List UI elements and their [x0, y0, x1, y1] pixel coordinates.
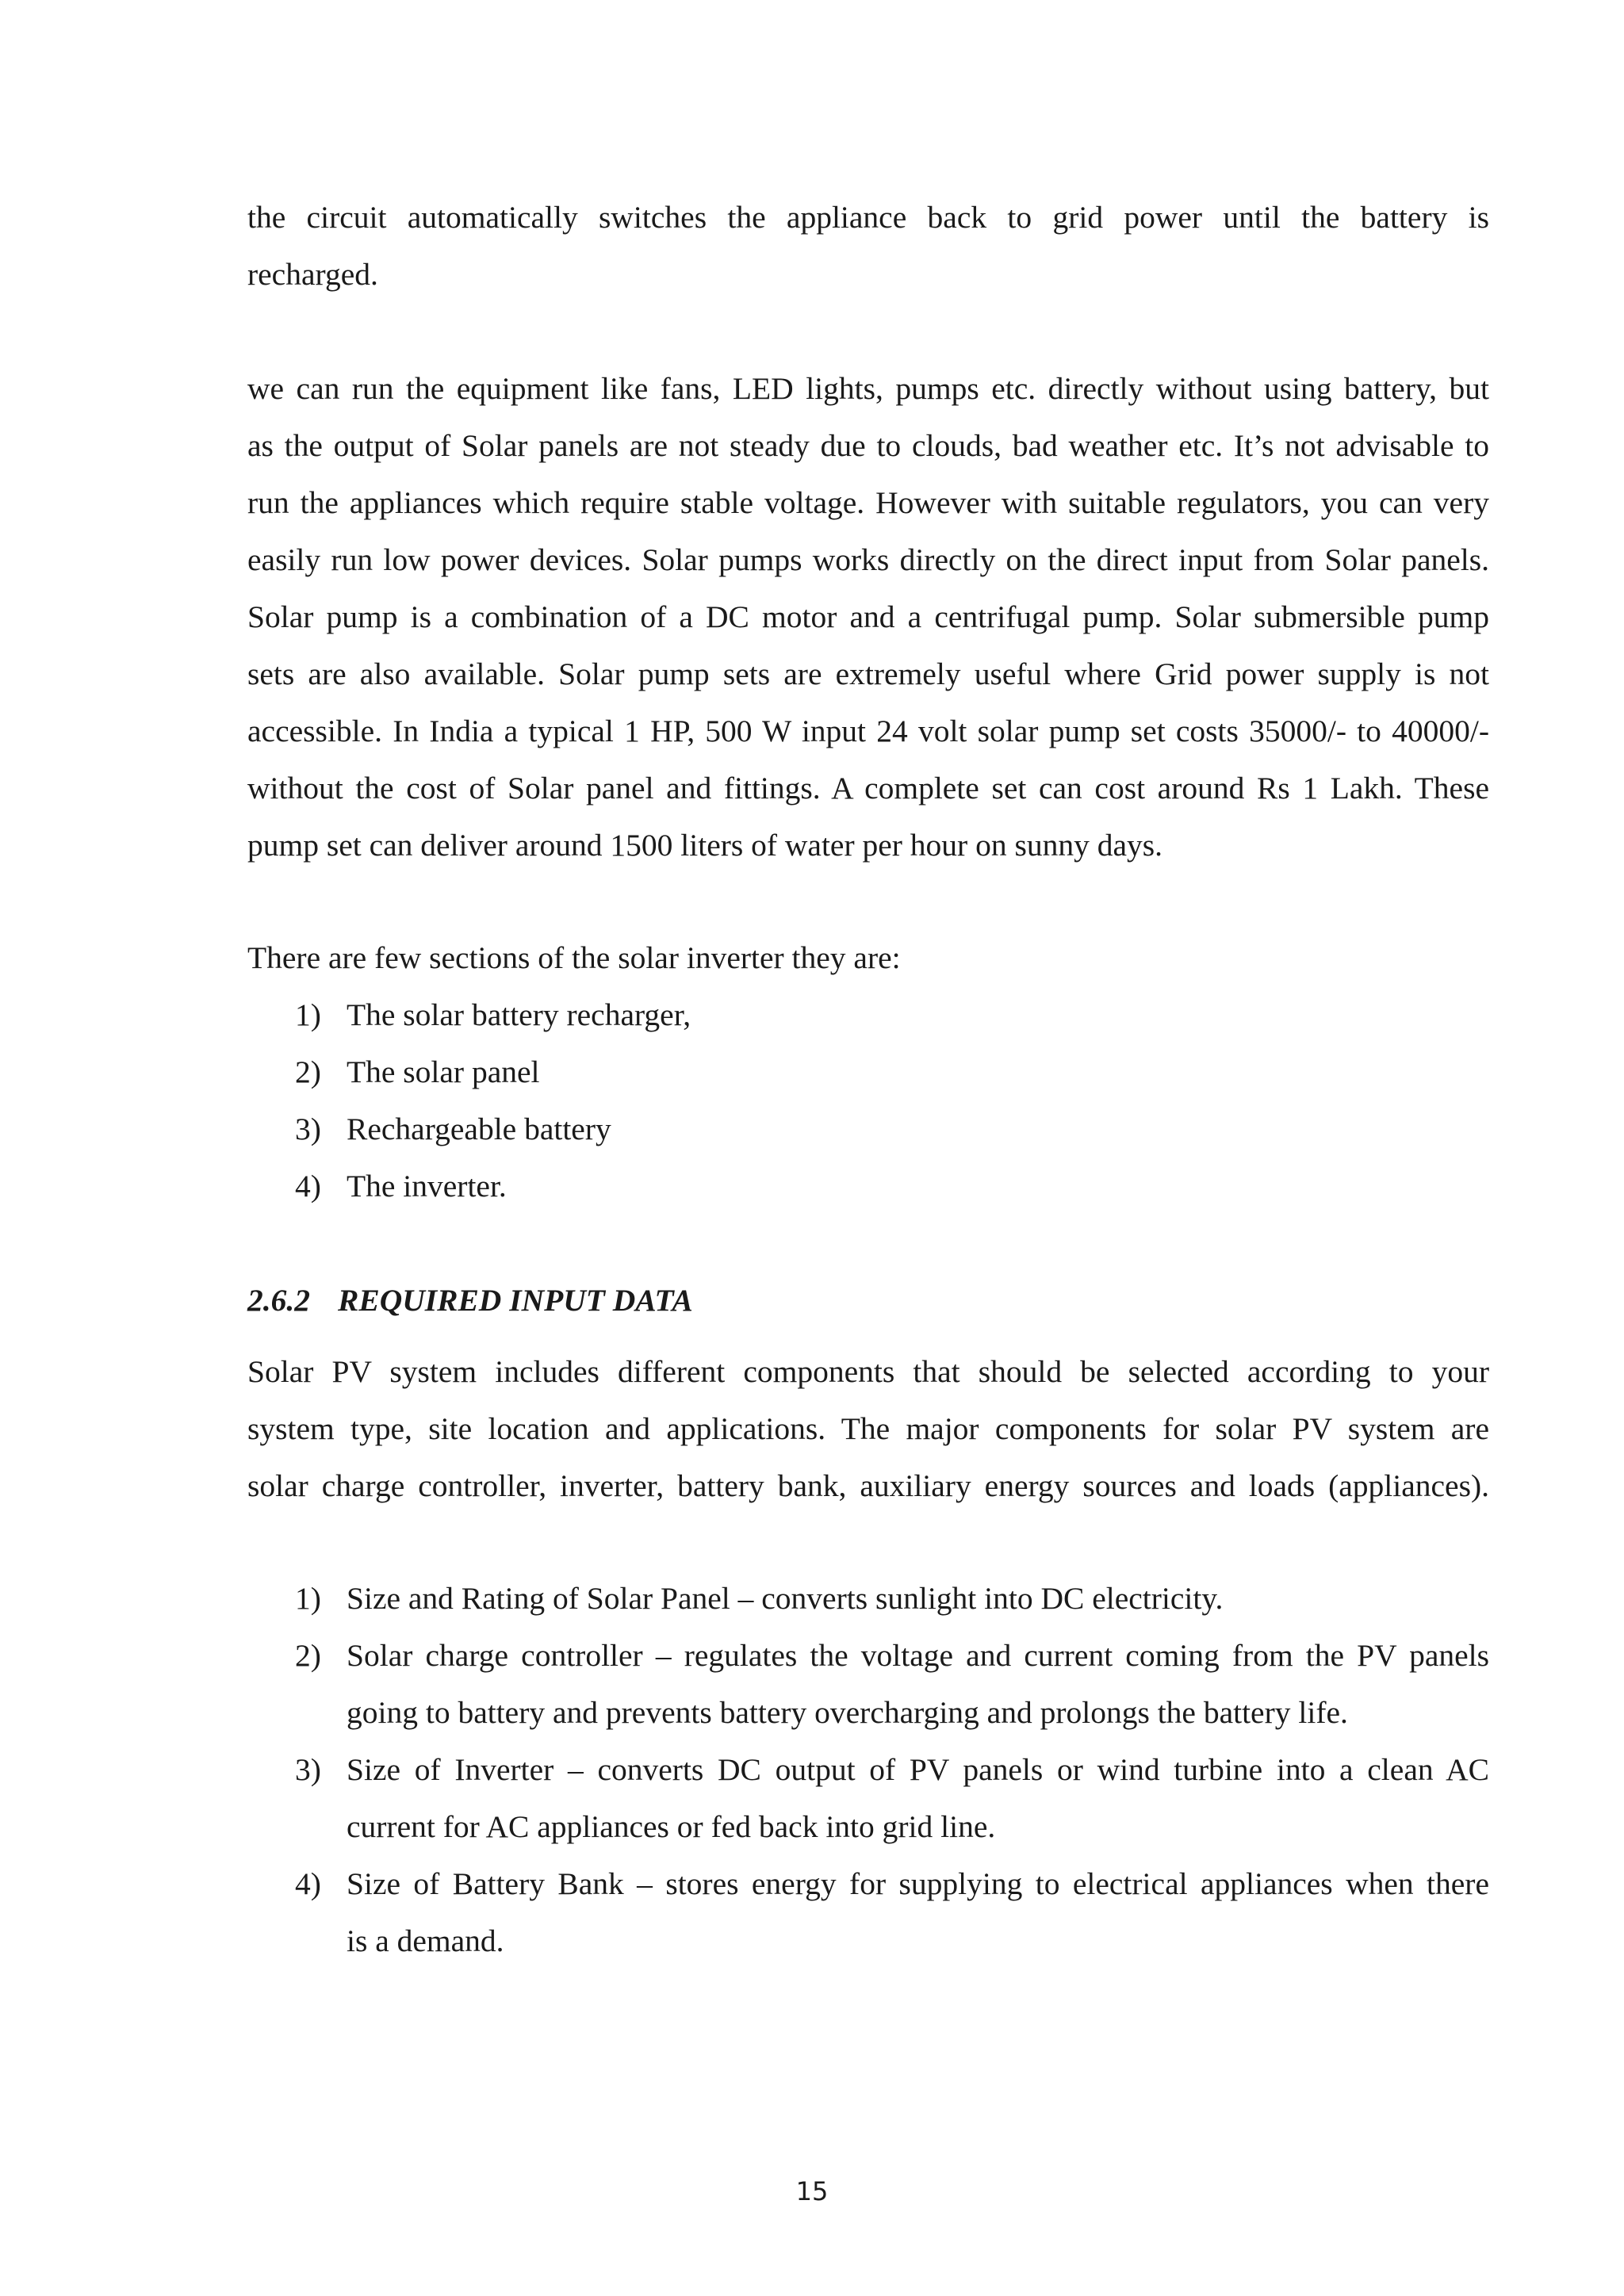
paragraph-line: pump set can deliver around 1500 liters of water per hour on sunny days.	[247, 828, 1162, 863]
list-item	[247, 1741, 1489, 1855]
paragraph-line: There are few sections of the solar inverter they are:	[247, 940, 901, 975]
list-item-number: 4)	[295, 1866, 321, 1901]
list-item	[247, 1100, 1489, 1158]
paragraph-line: accessible. In India a typical 1 HP, 500 W input 24 volt solar pump set costs 35000/- to 40000/-	[247, 714, 1489, 748]
paragraph-line: easily run low power devices. Solar pumps works directly on the direct input from Solar panels.	[247, 542, 1489, 577]
section-number: 2.6.2	[247, 1283, 310, 1318]
list-item-text: is a demand.	[347, 1923, 504, 1958]
paragraph-line: sets are also available. Solar pump sets are extremely useful where Grid power supply is not	[247, 656, 1489, 691]
list-item-number: 2)	[295, 1638, 321, 1673]
list-item-text: Size of Battery Bank – stores energy for supplying to electrical appliances when there	[347, 1866, 1489, 1901]
section-title: REQUIRED INPUT DATA	[338, 1283, 693, 1318]
paragraph-line: Solar PV system includes different components that should be selected according to your	[247, 1354, 1489, 1389]
list-item-number: 3)	[295, 1752, 321, 1787]
list-item-text: Rechargeable battery	[347, 1112, 611, 1146]
paragraph-pv-components	[247, 1343, 1489, 1514]
list-item	[247, 1627, 1489, 1741]
list-item-number: 3)	[295, 1112, 321, 1146]
page-number: 15	[795, 2176, 829, 2206]
list-item-text: Size and Rating of Solar Panel – converts sunlight into DC electricity.	[347, 1581, 1224, 1616]
paragraph-line: we can run the equipment like fans, LED lights, pumps etc. directly without using battery, but	[247, 371, 1489, 406]
list-item-number: 1)	[295, 1581, 321, 1616]
inverter-sections-list	[247, 986, 1489, 1215]
inverter-sections-intro	[247, 929, 1489, 986]
list-item-text: Size of Inverter – converts DC output of PV panels or wind turbine into a clean AC	[347, 1752, 1489, 1787]
section-heading	[247, 1272, 693, 1329]
list-item-text: Solar charge controller – regulates the voltage and current coming from the PV panels	[347, 1638, 1489, 1673]
paragraph-line: Solar pump is a combination of a DC motor and a centrifugal pump. Solar submersible pump	[247, 599, 1489, 634]
paragraph-line: recharged.	[247, 257, 378, 292]
list-item-text: going to battery and prevents battery overcharging and prolongs the battery life.	[347, 1695, 1348, 1730]
components-list	[247, 1570, 1489, 1969]
list-item	[247, 1158, 1489, 1215]
list-item-text: The solar panel	[347, 1054, 540, 1089]
list-item-number: 2)	[295, 1054, 321, 1089]
paragraph-line: solar charge controller, inverter, battery bank, auxiliary energy sources and loads (appliances).	[247, 1468, 1489, 1503]
list-item	[247, 1570, 1489, 1627]
paragraph-solar-pumps	[247, 360, 1489, 874]
list-item-text: The solar battery recharger,	[347, 997, 691, 1032]
paragraph-line: system type, site location and applications. The major components for solar PV system are	[247, 1411, 1489, 1446]
list-item-number: 1)	[295, 997, 321, 1032]
list-item-text: The inverter.	[347, 1169, 507, 1203]
list-item	[247, 986, 1489, 1043]
paragraph-line: run the appliances which require stable voltage. However with suitable regulators, you can very	[247, 485, 1489, 520]
paragraph-line: without the cost of Solar panel and fittings. A complete set can cost around Rs 1 Lakh. These	[247, 771, 1489, 806]
paragraph-line: the circuit automatically switches the appliance back to grid power until the battery is	[247, 200, 1489, 235]
list-item	[247, 1043, 1489, 1100]
list-item-number: 4)	[295, 1169, 321, 1203]
paragraph-continuation	[247, 189, 1489, 303]
paragraph-line: as the output of Solar panels are not steady due to clouds, bad weather etc. It’s not advisable to	[247, 428, 1489, 463]
list-item	[247, 1855, 1489, 1969]
list-item-text: current for AC appliances or fed back into grid line.	[347, 1809, 996, 1844]
